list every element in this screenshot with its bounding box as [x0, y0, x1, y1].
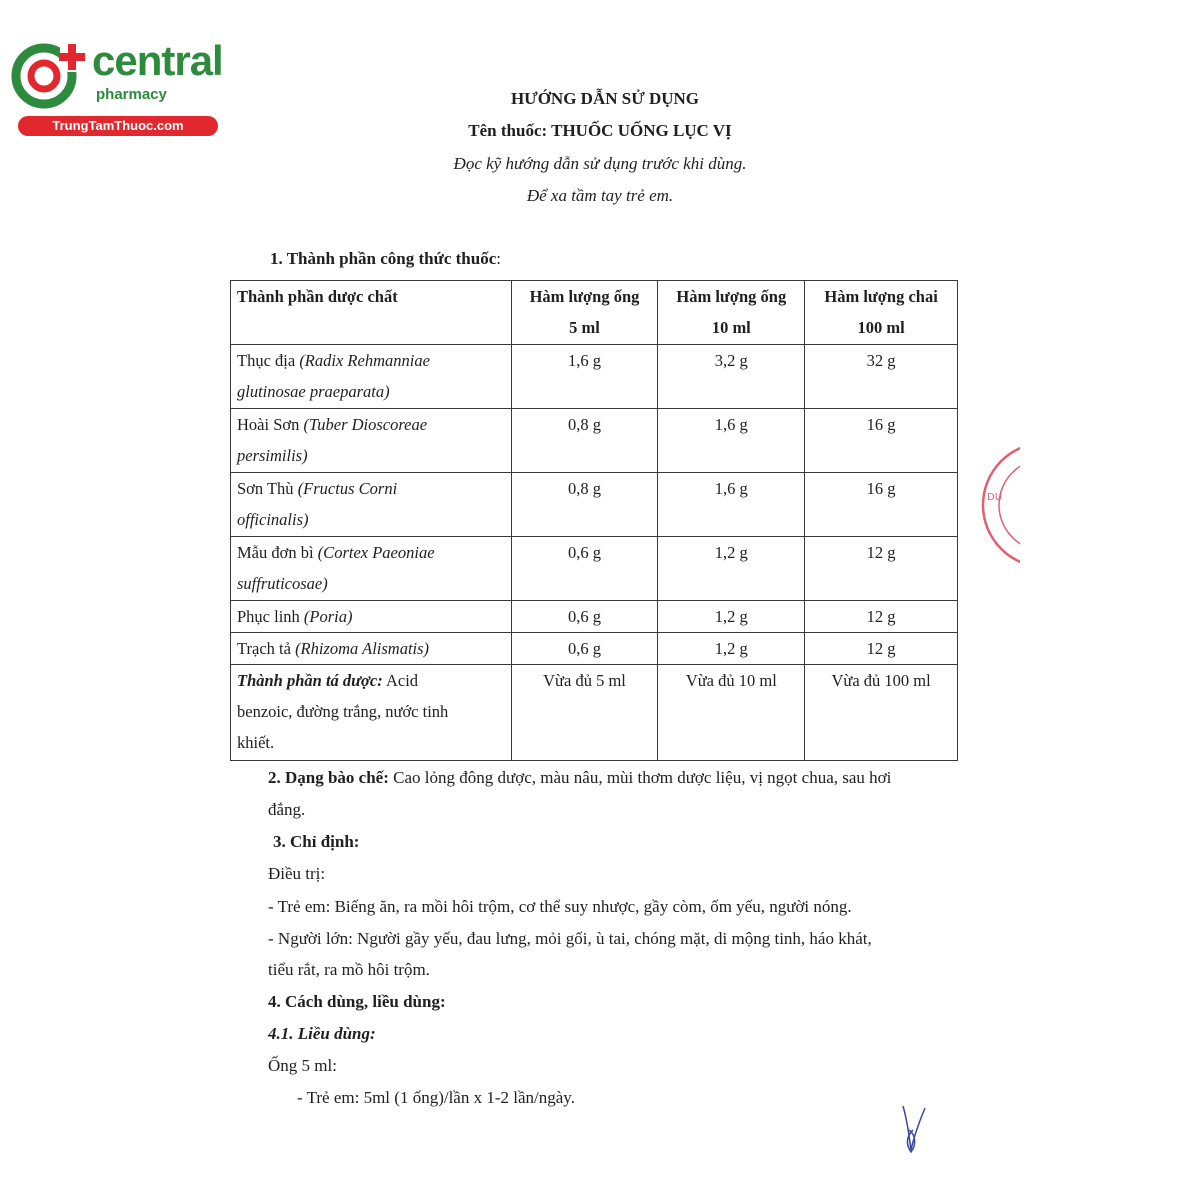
value-10ml: 1,6 g: [658, 473, 805, 537]
ingredient-cell: Mẫu đơn bì (Cortex Paeoniae suffruticosae): [231, 537, 512, 601]
section3-adults-line2: tiểu rắt, ra mồ hôi trộm.: [268, 960, 430, 979]
ingredient-cell: Hoài Sơn (Tuber Dioscoreae persimilis): [231, 409, 512, 473]
document-title: HƯỚNG DẪN SỬ DỤNG: [510, 89, 700, 108]
header-100ml: Hàm lượng chai 100 ml: [805, 281, 958, 345]
section3-intro: Điều trị:: [268, 864, 326, 883]
value-100ml: 16 g: [805, 409, 958, 473]
value-5ml: 1,6 g: [511, 345, 658, 409]
section1-title: 1. Thành phần công thức thuốc: [270, 249, 497, 268]
value-100ml: 16 g: [805, 473, 958, 537]
value-100ml: 12 g: [805, 633, 958, 665]
value-5ml: 0,8 g: [511, 473, 658, 537]
read-instructions-note: Đọc kỹ hướng dẫn sử dụng trước khi dùng.: [453, 154, 747, 173]
section1-heading: [270, 249, 501, 269]
section2-line2: đắng.: [268, 800, 306, 819]
value-5ml: 0,6 g: [511, 633, 658, 665]
value-10ml: 3,2 g: [658, 345, 805, 409]
value-10ml: 1,2 g: [658, 537, 805, 601]
signature-mark: [895, 1100, 935, 1170]
value-10ml: 1,6 g: [658, 409, 805, 473]
section3-adults-line1: - Người lớn: Người gầy yếu, đau lưng, mỏi gối, ù tai, chóng mặt, di mộng tinh, háo khát,: [268, 929, 872, 948]
table-header-row: [231, 281, 958, 345]
value-100ml: 32 g: [805, 345, 958, 409]
table-row: [231, 345, 958, 409]
table-row: [231, 409, 958, 473]
excipient-cell: Thành phần tá dược: Acid benzoic, đường trắng, nước tinh khiết.: [231, 665, 512, 761]
logo-subtitle: pharmacy: [96, 86, 167, 103]
section2-label: 2. Dạng bào chế:: [268, 768, 389, 787]
table-row: [231, 473, 958, 537]
section1-colon: :: [496, 249, 501, 268]
ingredient-cell: Trạch tả (Rhizoma Alismatis): [231, 633, 512, 665]
value-5ml: Vừa đủ 5 ml: [511, 665, 658, 761]
table-row-excipient: [231, 665, 958, 761]
keep-away-note: Để xa tầm tay trẻ em.: [526, 186, 674, 205]
section3-title: 3. Chỉ định:: [273, 832, 360, 851]
value-100ml: 12 g: [805, 601, 958, 633]
value-100ml: 12 g: [805, 537, 958, 601]
section4-title: 4. Cách dùng, liều dùng:: [268, 992, 446, 1011]
section2-text: Cao lỏng đông dược, màu nâu, mùi thơm dược liệu, vị ngọt chua, sau hơi: [388, 768, 892, 787]
value-5ml: 0,6 g: [511, 537, 658, 601]
ingredient-cell: Thục địa (Radix Rehmanniae glutinosae praeparata): [231, 345, 512, 409]
value-100ml: Vừa đủ 100 ml: [805, 665, 958, 761]
header-5ml: Hàm lượng ống 5 ml: [511, 281, 658, 345]
value-10ml: 1,2 g: [658, 633, 805, 665]
svg-text:DU: DU: [987, 492, 1003, 503]
table-row: [231, 537, 958, 601]
value-10ml: Vừa đủ 10 ml: [658, 665, 805, 761]
table-row: [231, 601, 958, 633]
logo-brand: central: [92, 37, 223, 84]
section3-children: - Trẻ em: Biếng ăn, ra mồi hôi trộm, cơ thể suy nhược, gầy còm, ốm yếu, người nóng.: [268, 897, 852, 916]
value-5ml: 0,8 g: [511, 409, 658, 473]
section4-child-dose: - Trẻ em: 5ml (1 ống)/lần x 1-2 lần/ngày.: [297, 1088, 575, 1107]
composition-table: [230, 280, 958, 761]
section4-dosage-subtitle: 4.1. Liều dùng:: [268, 1024, 376, 1043]
ingredient-cell: Sơn Thù (Fructus Corni officinalis): [231, 473, 512, 537]
section4-ampoule: Ống 5 ml:: [268, 1056, 337, 1075]
seal-stamp: [975, 440, 1020, 570]
header-10ml: Hàm lượng ống 10 ml: [658, 281, 805, 345]
header-active-ingredient: Thành phần dược chất: [231, 281, 512, 345]
value-10ml: 1,2 g: [658, 601, 805, 633]
table-row: [231, 633, 958, 665]
ingredient-cell: Phục linh (Poria): [231, 601, 512, 633]
value-5ml: 0,6 g: [511, 601, 658, 633]
section2-line1: [268, 768, 891, 788]
logo-website: TrungTamThuoc.com: [18, 116, 218, 136]
drug-name: Tên thuốc: THUỐC UỐNG LỤC VỊ: [468, 121, 732, 140]
